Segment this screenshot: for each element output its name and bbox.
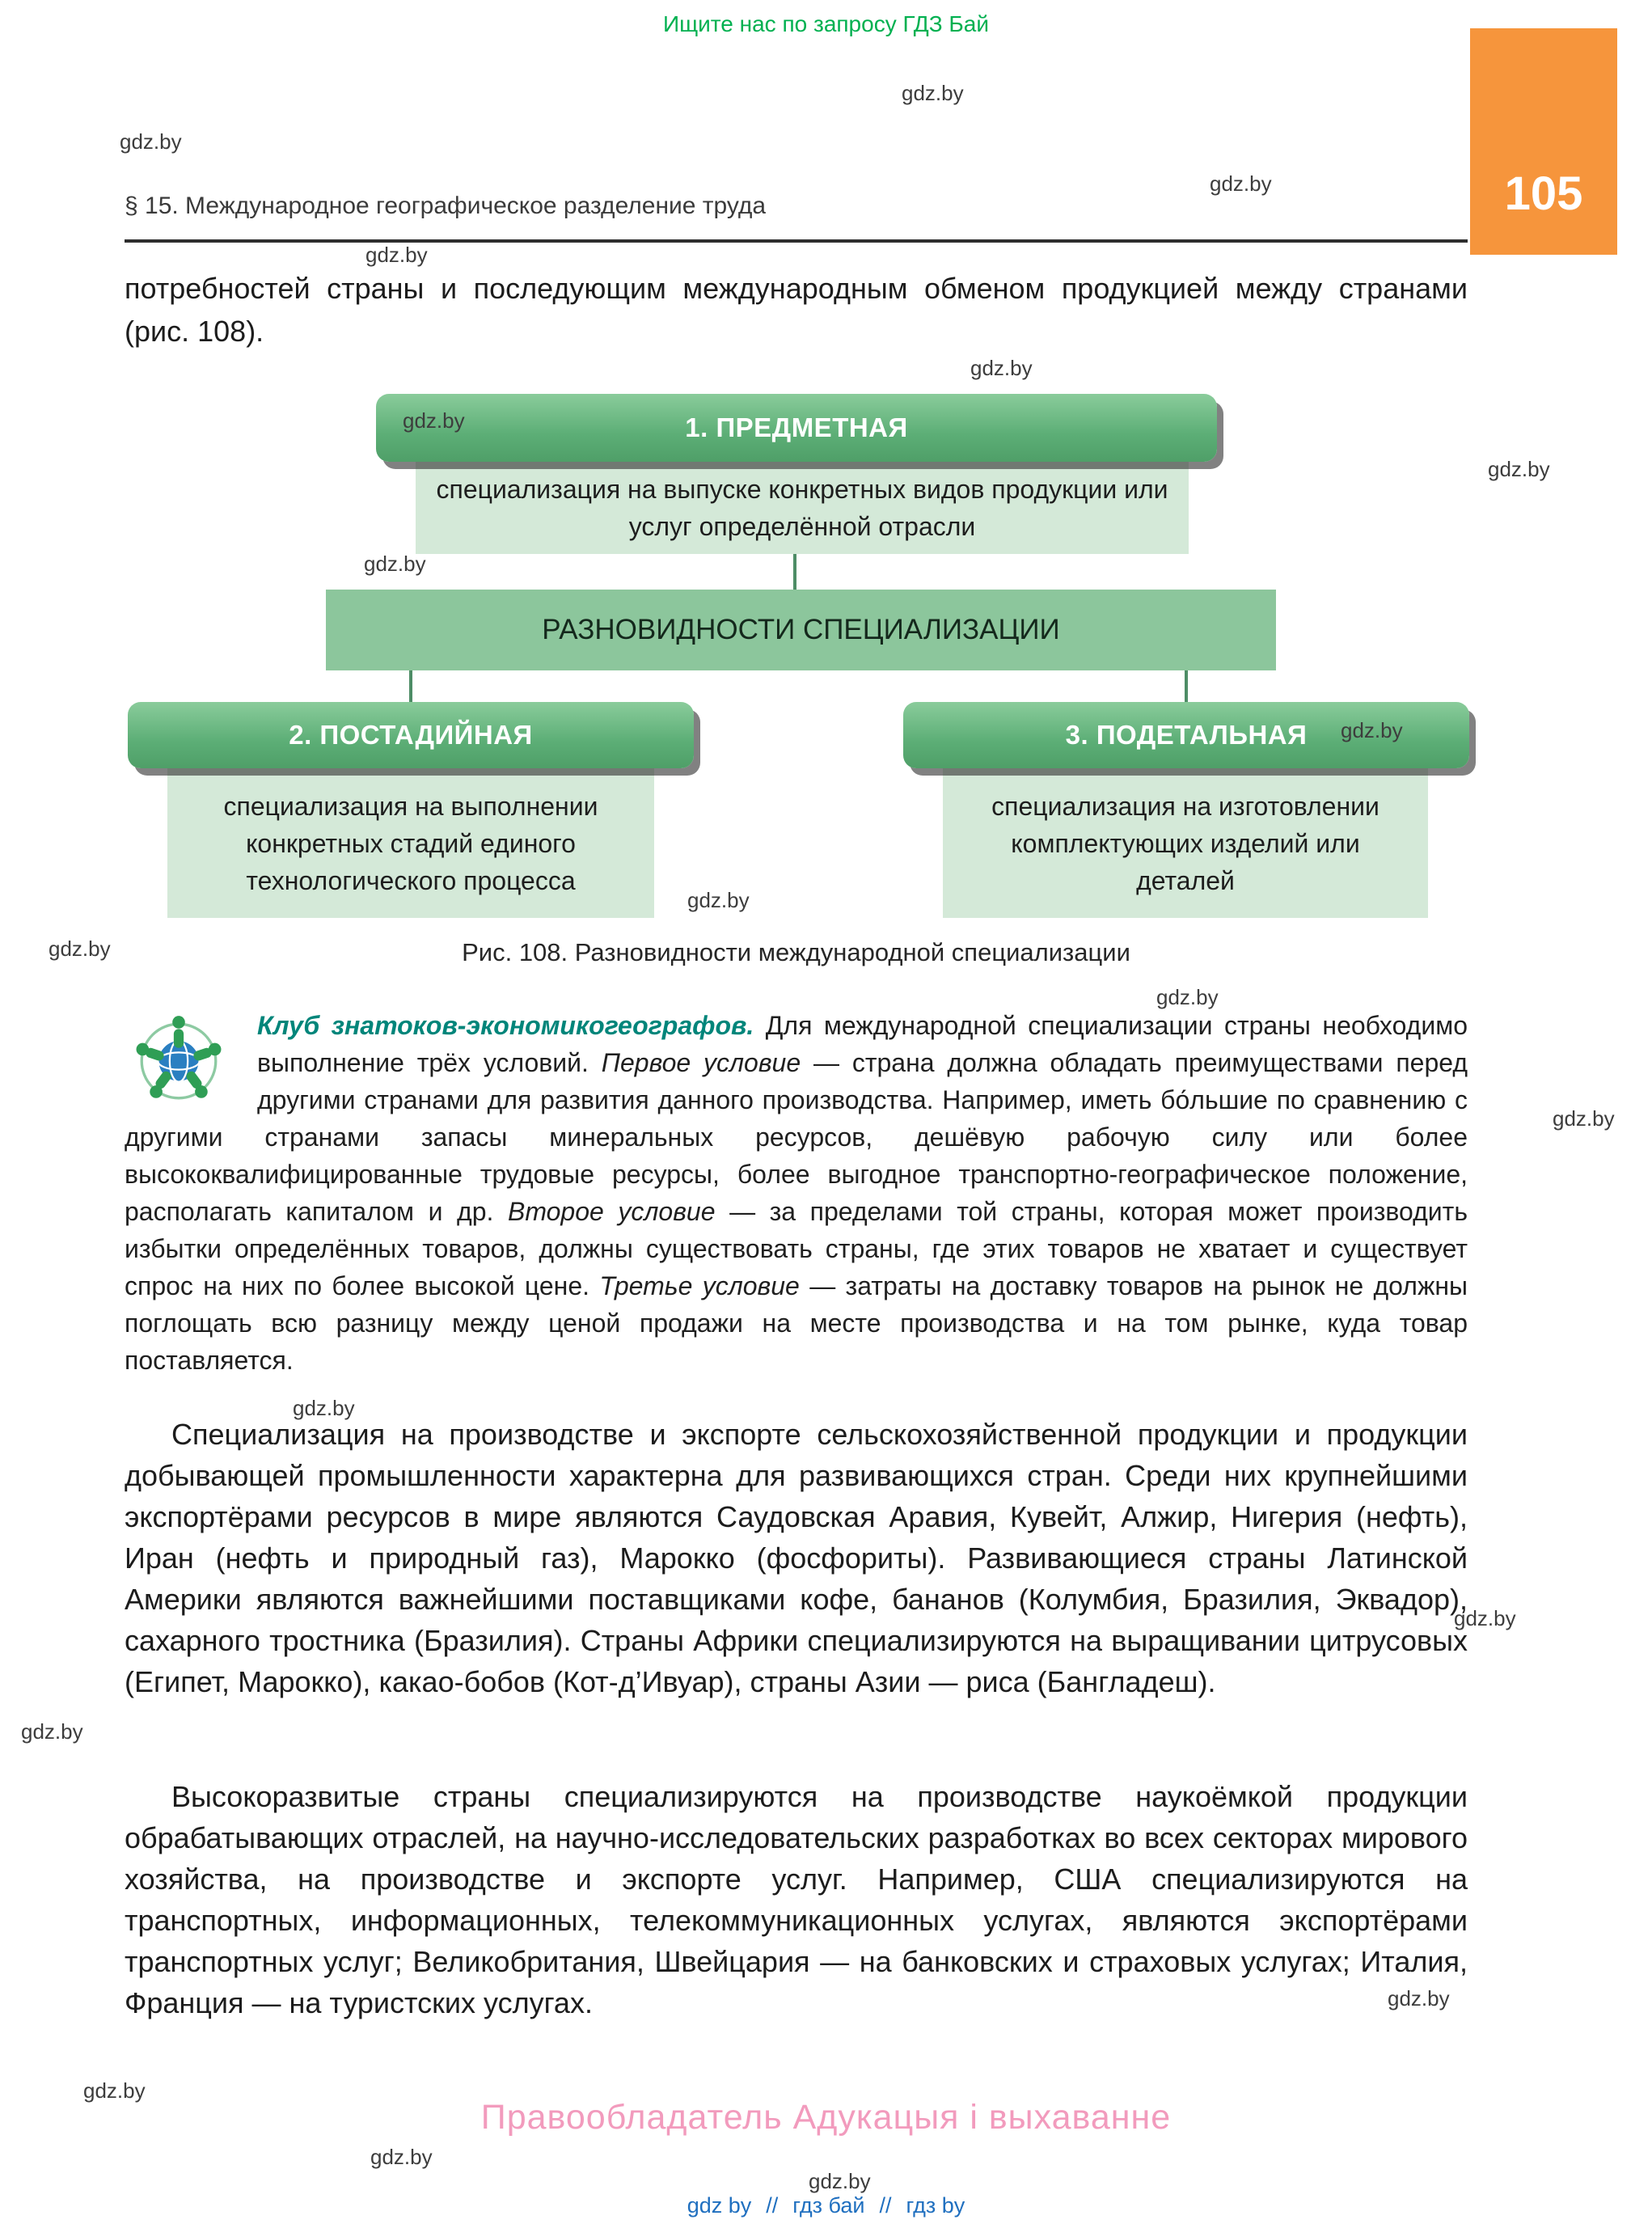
diagram-box-2-title: 2. ПОСТАДИЙНАЯ [128,702,694,768]
club-paragraph: Клуб знатоков-экономикогеографов. Для международной специализации страны необходимо выполнение трёх условий. Первое условие — страна должна обладать преимуществами перед другими странами для развития данного производства. Например, иметь бо́льшие по сравнению с другими странами запасы минеральных ресурсов, дешёвую рабочую силу или более высококвалифицированные трудовые ресурсы, более выгодное транспортно-географическое положение, располагать капиталом и др. Второе условие — за пределами той страны, которая может производить избытки определённых товаров, должны существовать страны, где этих товаров не хватает и существует спрос на них по более высокой цене. Третье условие — затраты на доставку товаров на рынок не должны поглощать всю разницу между ценой продажи на месте производства и на том рынке, куда товар поставляется. [125,1011,1468,1375]
diagram-center-box: РАЗНОВИДНОСТИ СПЕЦИАЛИЗАЦИИ [326,590,1276,670]
gdz-watermark: gdz.by [1156,985,1219,1009]
gdz-watermark: gdz.by [1388,1986,1450,2010]
link-separator: // [879,2193,892,2218]
copyright-footer: Правообладатель Адукацыя і выхаванне [480,2098,1172,2137]
gdz-watermark: gdz.by [687,888,750,912]
gdz-watermark: gdz.by [21,1719,83,1744]
club-section [125,1007,1468,1379]
gdz-watermark: gdz.by [1488,457,1550,481]
gdz-watermark: gdz.by [1454,1606,1516,1630]
top-banner: Ищите нас по запросу ГДЗ Бай [662,11,990,36]
page-number-box [1470,28,1617,255]
gdz-watermark: gdz.by [1210,171,1272,196]
figure-caption: Рис. 108. Разновидности международной специализации [462,938,1130,966]
gdz-watermark: gdz.by [49,937,111,961]
link-separator: // [766,2193,779,2218]
diagram-box-3-title: 3. ПОДЕТАЛЬНАЯ [903,702,1469,768]
gdz-watermark: gdz.by [365,243,428,267]
gdz-watermark: gdz.by [902,81,964,105]
gdz-watermark: gdz.by [1341,718,1403,742]
section-title: § 15. Международное географическое разделение труда [125,192,767,219]
link-gdz-by-cyr[interactable]: гдз by [906,2193,965,2218]
page-number: 105 [1504,167,1583,220]
diagram-box-1-desc: специализация на выпуске конкретных видов продукции или услуг определённой отрасли [416,462,1189,554]
body-paragraph-1: Специализация на производстве и экспорте сельскохозяйственной продукции и продукции добывающей промышленности характерна для развивающихся стран. Среди них крупнейшими экспортёрами ресурсов в мире являются Саудовская Аравия, Кувейт, Алжир, Нигерия (нефть), Иран (нефть и природный газ), Марокко (фосфориты). Развивающиеся страны Латинской Америки являются важнейшими поставщиками кофе, бананов (Колумбия, Бразилия, Эквадор), сахарного тростника (Бразилия). Страны Африки специализируются на выращивании цитрусовых (Египет, Марокко), какао-бобов (Кот-д’Ивуар), страны Азии — риса (Бангладеш). [125,1418,1468,1698]
gdz-watermark: gdz.by [403,408,465,433]
diagram-box-2-desc: специализация на выполнении конкретных стадий единого технологического процесса [167,768,654,918]
gdz-watermark: gdz.by [970,356,1033,380]
gdz-watermark: gdz.by [370,2145,433,2169]
diagram-box-1-title: 1. ПРЕДМЕТНАЯ [376,394,1217,462]
link-gdz-bai[interactable]: гдз бай [792,2193,865,2218]
bottom-links [0,2193,1652,2218]
connector-line [1185,669,1188,704]
gdz-watermark: gdz.by [120,129,182,154]
diagram-box-3-desc: специализация на изготовлении комплектующих изделий или деталей [943,768,1428,918]
gdz-watermark: gdz.by [1553,1106,1615,1131]
connector-line [409,669,412,704]
connector-line [793,553,796,591]
intro-paragraph: потребностей страны и последующим международным обменом продукцией между странами (рис. 108). [125,272,1468,348]
club-experts-globe-icon [125,1010,233,1112]
gdz-watermark: gdz.by [364,552,426,576]
header-rule [125,239,1468,243]
gdz-watermark: gdz.by [809,2169,871,2193]
link-gdz-by[interactable]: gdz by [687,2193,752,2218]
gdz-watermark: gdz.by [293,1396,355,1420]
gdz-watermark: gdz.by [83,2078,146,2103]
body-paragraph-2: Высокоразвитые страны специализируются на производстве наукоёмкой продукции обрабатывающих отраслей, на научно-исследовательских разработках во всех секторах мирового хозяйства, на производстве и экспорте услуг. Например, США специализируются на транспортных, информационных, телекоммуникационных услугах, являются экспортёрами транспортных услуг; Великобритания, Швейцария — на банковских и страховых услугах; Италия, Франция — на туристских услугах. [125,1780,1468,2019]
